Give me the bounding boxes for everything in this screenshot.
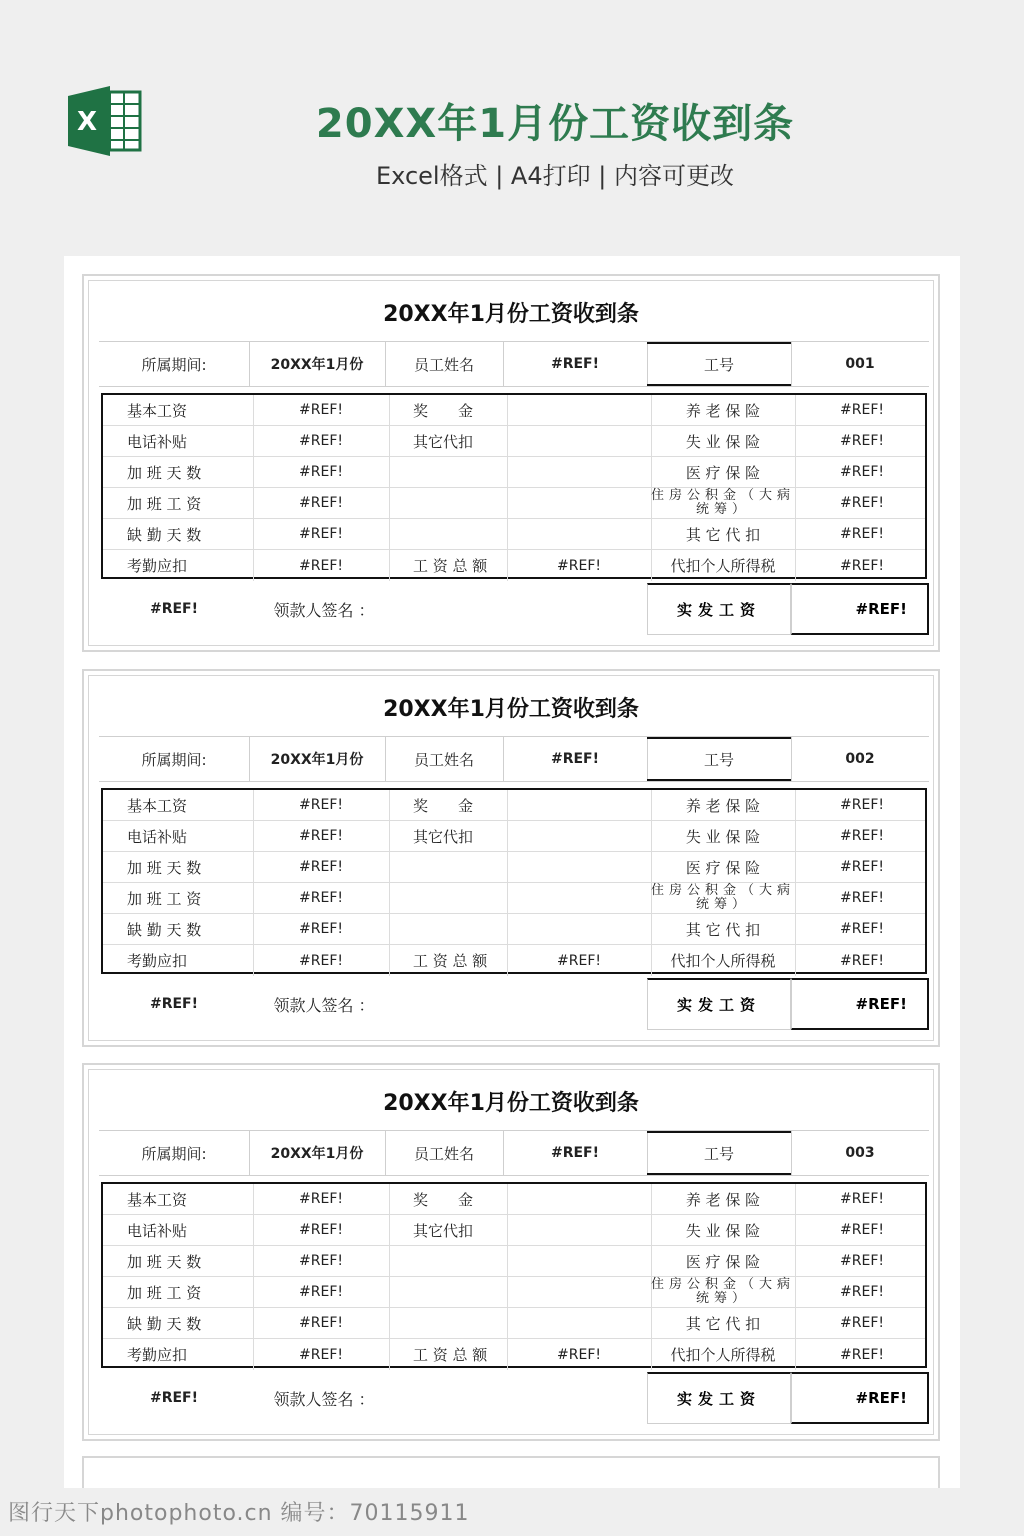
employee-id-value: 003 bbox=[845, 1145, 875, 1161]
table-cell: 代扣个人所得税 bbox=[670, 557, 776, 575]
table-cell: #REF! bbox=[299, 1253, 343, 1269]
table-cell: 缺 勤 天 数 bbox=[127, 920, 202, 939]
table-cell: #REF! bbox=[840, 828, 884, 844]
table-cell bbox=[389, 519, 507, 549]
table-cell: #REF! bbox=[840, 1253, 884, 1269]
table-cell: 加 班 天 数 bbox=[127, 463, 202, 482]
table-row bbox=[103, 395, 925, 426]
table-row bbox=[103, 426, 925, 457]
slip-title: 20XX年1月份工资收到条 bbox=[383, 302, 639, 327]
table-cell: 工 资 总 额 bbox=[413, 557, 488, 575]
table-cell: #REF! bbox=[557, 557, 601, 574]
table-cell: #REF! bbox=[840, 557, 884, 574]
table-cell: 养 老 保 险 bbox=[685, 1190, 761, 1209]
table-row bbox=[103, 1308, 925, 1339]
slip-info-row bbox=[99, 736, 929, 782]
table-cell: #REF! bbox=[840, 402, 884, 418]
table-cell bbox=[389, 914, 507, 944]
table-cell: 代扣个人所得税 bbox=[670, 1346, 776, 1364]
table-cell: 医 疗 保 险 bbox=[685, 1252, 761, 1271]
table-row bbox=[103, 1339, 925, 1370]
table-cell: #REF! bbox=[299, 890, 343, 906]
slip-info-row bbox=[99, 341, 929, 387]
table-cell: #REF! bbox=[840, 1191, 884, 1207]
table-row bbox=[103, 519, 925, 550]
employee-id-label: 工号 bbox=[647, 1131, 791, 1175]
table-cell bbox=[389, 1308, 507, 1338]
net-pay-value: #REF! bbox=[791, 583, 929, 635]
table-cell: 失 业 保 险 bbox=[685, 432, 761, 451]
period-label: 所属期间: bbox=[141, 1144, 207, 1163]
table-cell: 加 班 工 资 bbox=[127, 494, 202, 513]
slip-inner-border bbox=[88, 280, 934, 646]
slip-info-row bbox=[99, 1130, 929, 1176]
table-cell: 养 老 保 险 bbox=[685, 796, 761, 815]
table-cell: #REF! bbox=[840, 890, 884, 906]
slip-footer bbox=[99, 1372, 929, 1424]
table-row bbox=[103, 1184, 925, 1215]
employee-name-label: 员工姓名 bbox=[413, 750, 474, 769]
table-cell: #REF! bbox=[299, 828, 343, 844]
table-cell: #REF! bbox=[299, 1191, 343, 1207]
table-cell: 工 资 总 额 bbox=[413, 1346, 488, 1364]
table-cell: 其它代扣 bbox=[413, 827, 474, 846]
page-header bbox=[0, 0, 1024, 256]
period-value: 20XX年1月份 bbox=[270, 357, 364, 373]
table-cell: 缺 勤 天 数 bbox=[127, 525, 202, 544]
table-cell: 医 疗 保 险 bbox=[685, 463, 761, 482]
table-row bbox=[103, 457, 925, 488]
table-cell: 缺 勤 天 数 bbox=[127, 1314, 202, 1333]
table-cell: #REF! bbox=[557, 1346, 601, 1363]
table-cell: 奖 金 bbox=[413, 1190, 474, 1209]
table-cell: #REF! bbox=[840, 433, 884, 449]
footer-ref-value: #REF! bbox=[149, 1390, 199, 1406]
table-row bbox=[103, 821, 925, 852]
table-cell: #REF! bbox=[299, 526, 343, 542]
table-cell bbox=[389, 488, 507, 518]
table-cell: #REF! bbox=[299, 859, 343, 875]
employee-name-label: 员工姓名 bbox=[413, 355, 474, 374]
table-cell: #REF! bbox=[840, 1222, 884, 1238]
table-cell: 养 老 保 险 bbox=[685, 401, 761, 420]
period-label: 所属期间: bbox=[141, 750, 207, 769]
table-cell: #REF! bbox=[299, 1315, 343, 1331]
signature-label: 领款人签名 ： bbox=[273, 1389, 375, 1409]
net-pay-value: #REF! bbox=[791, 978, 929, 1030]
table-cell bbox=[507, 852, 651, 882]
table-cell: 住房公积金（大病统筹） bbox=[651, 1277, 796, 1306]
employee-name-label: 员工姓名 bbox=[413, 1144, 474, 1163]
employee-id-label: 工号 bbox=[647, 342, 791, 386]
table-cell: #REF! bbox=[840, 921, 884, 937]
period-value: 20XX年1月份 bbox=[270, 1146, 364, 1162]
table-cell: 加 班 天 数 bbox=[127, 1252, 202, 1271]
table-cell: 其 它 代 扣 bbox=[685, 1314, 761, 1333]
table-cell: 电话补贴 bbox=[127, 827, 188, 846]
table-row bbox=[103, 1277, 925, 1308]
slip-footer bbox=[99, 978, 929, 1030]
period-label: 所属期间: bbox=[141, 355, 207, 374]
table-cell: #REF! bbox=[299, 797, 343, 813]
table-cell bbox=[389, 852, 507, 882]
table-cell: #REF! bbox=[299, 557, 343, 574]
table-cell: 其它代扣 bbox=[413, 1221, 474, 1240]
table-cell: #REF! bbox=[299, 1222, 343, 1238]
table-cell: #REF! bbox=[299, 952, 343, 969]
table-row bbox=[103, 914, 925, 945]
table-cell: 奖 金 bbox=[413, 401, 474, 420]
table-cell: #REF! bbox=[299, 402, 343, 418]
page-subtitle: Excel格式 | A4打印 | 内容可更改 bbox=[376, 162, 734, 190]
table-row bbox=[103, 1246, 925, 1277]
table-cell: 住房公积金（大病统筹） bbox=[651, 488, 796, 517]
table-cell bbox=[507, 1308, 651, 1338]
employee-name-value: #REF! bbox=[550, 751, 600, 767]
table-row bbox=[103, 883, 925, 914]
table-cell: 其 它 代 扣 bbox=[685, 920, 761, 939]
salary-slip bbox=[82, 1063, 940, 1441]
net-pay-label: 实发工资 bbox=[647, 1372, 791, 1424]
net-pay-label: 实发工资 bbox=[647, 978, 791, 1030]
table-cell: #REF! bbox=[299, 1284, 343, 1300]
table-cell: 其它代扣 bbox=[413, 432, 474, 451]
net-pay-label: 实发工资 bbox=[647, 583, 791, 635]
table-cell bbox=[507, 883, 651, 913]
table-row bbox=[103, 852, 925, 883]
table-cell: 考勤应扣 bbox=[127, 557, 188, 575]
table-row bbox=[103, 790, 925, 821]
table-cell: #REF! bbox=[840, 495, 884, 511]
excel-icon-letter: X bbox=[76, 107, 98, 137]
table-cell bbox=[507, 1277, 651, 1307]
table-cell bbox=[507, 914, 651, 944]
table-cell: #REF! bbox=[840, 526, 884, 542]
table-cell: #REF! bbox=[840, 952, 884, 969]
period-value: 20XX年1月份 bbox=[270, 752, 364, 768]
slip-title: 20XX年1月份工资收到条 bbox=[383, 697, 639, 722]
table-cell: #REF! bbox=[840, 797, 884, 813]
table-cell: 医 疗 保 险 bbox=[685, 858, 761, 877]
table-cell: 住房公积金（大病统筹） bbox=[651, 883, 796, 912]
table-cell bbox=[507, 790, 651, 820]
footer-ref-value: #REF! bbox=[149, 601, 199, 617]
table-cell: 失 业 保 险 bbox=[685, 1221, 761, 1240]
footer-ref-value: #REF! bbox=[149, 996, 199, 1012]
table-cell: #REF! bbox=[840, 859, 884, 875]
table-cell bbox=[507, 1184, 651, 1214]
employee-id-value: 002 bbox=[845, 751, 875, 767]
table-cell bbox=[389, 883, 507, 913]
table-cell: 工 资 总 额 bbox=[413, 952, 488, 970]
table-cell: 代扣个人所得税 bbox=[670, 952, 776, 970]
employee-id-value: 001 bbox=[845, 356, 875, 372]
table-cell bbox=[507, 395, 651, 425]
employee-name-value: #REF! bbox=[550, 1145, 600, 1161]
slip-footer bbox=[99, 583, 929, 635]
table-cell: 奖 金 bbox=[413, 796, 474, 815]
table-cell bbox=[507, 1215, 651, 1245]
table-cell: #REF! bbox=[299, 464, 343, 480]
table-cell bbox=[507, 457, 651, 487]
excel-icon bbox=[66, 86, 144, 156]
table-cell bbox=[389, 457, 507, 487]
net-pay-value: #REF! bbox=[791, 1372, 929, 1424]
document-page bbox=[64, 256, 960, 1488]
salary-table bbox=[101, 1182, 927, 1368]
salary-table bbox=[101, 393, 927, 579]
table-row bbox=[103, 488, 925, 519]
table-cell: #REF! bbox=[840, 464, 884, 480]
salary-slip bbox=[82, 669, 940, 1047]
table-cell: #REF! bbox=[840, 1284, 884, 1300]
signature-label: 领款人签名 ： bbox=[273, 600, 375, 620]
table-cell bbox=[507, 1246, 651, 1276]
employee-id-label: 工号 bbox=[647, 737, 791, 781]
table-cell: #REF! bbox=[299, 495, 343, 511]
slip-title: 20XX年1月份工资收到条 bbox=[383, 1091, 639, 1116]
table-cell bbox=[507, 426, 651, 456]
salary-slip-partial bbox=[82, 1456, 940, 1488]
table-row bbox=[103, 550, 925, 581]
table-cell: 基本工资 bbox=[127, 1190, 188, 1209]
table-cell: #REF! bbox=[557, 952, 601, 969]
watermark: 图行天下photophoto.cn 编号：70115911 bbox=[8, 1501, 470, 1526]
table-cell: #REF! bbox=[299, 433, 343, 449]
table-cell: #REF! bbox=[299, 921, 343, 937]
table-cell: 电话补贴 bbox=[127, 1221, 188, 1240]
table-row bbox=[103, 945, 925, 976]
table-cell: 加 班 工 资 bbox=[127, 889, 202, 908]
table-cell: 失 业 保 险 bbox=[685, 827, 761, 846]
table-cell: 考勤应扣 bbox=[127, 952, 188, 970]
signature-label: 领款人签名 ： bbox=[273, 995, 375, 1015]
page-title: 20XX年1月份工资收到条 bbox=[315, 101, 795, 147]
table-cell: #REF! bbox=[299, 1346, 343, 1363]
table-cell: 基本工资 bbox=[127, 796, 188, 815]
table-cell: #REF! bbox=[840, 1346, 884, 1363]
table-cell bbox=[507, 821, 651, 851]
table-cell: #REF! bbox=[840, 1315, 884, 1331]
table-cell: 考勤应扣 bbox=[127, 1346, 188, 1364]
table-cell: 基本工资 bbox=[127, 401, 188, 420]
employee-name-value: #REF! bbox=[550, 356, 600, 372]
table-cell: 其 它 代 扣 bbox=[685, 525, 761, 544]
table-cell: 电话补贴 bbox=[127, 432, 188, 451]
salary-slip bbox=[82, 274, 940, 652]
table-cell: 加 班 工 资 bbox=[127, 1283, 202, 1302]
table-cell bbox=[389, 1277, 507, 1307]
table-cell bbox=[507, 519, 651, 549]
slip-inner-border bbox=[88, 1069, 934, 1435]
table-cell: 加 班 天 数 bbox=[127, 858, 202, 877]
table-cell bbox=[389, 1246, 507, 1276]
table-row bbox=[103, 1215, 925, 1246]
table-cell bbox=[507, 488, 651, 518]
slip-inner-border bbox=[88, 675, 934, 1041]
salary-table bbox=[101, 788, 927, 974]
